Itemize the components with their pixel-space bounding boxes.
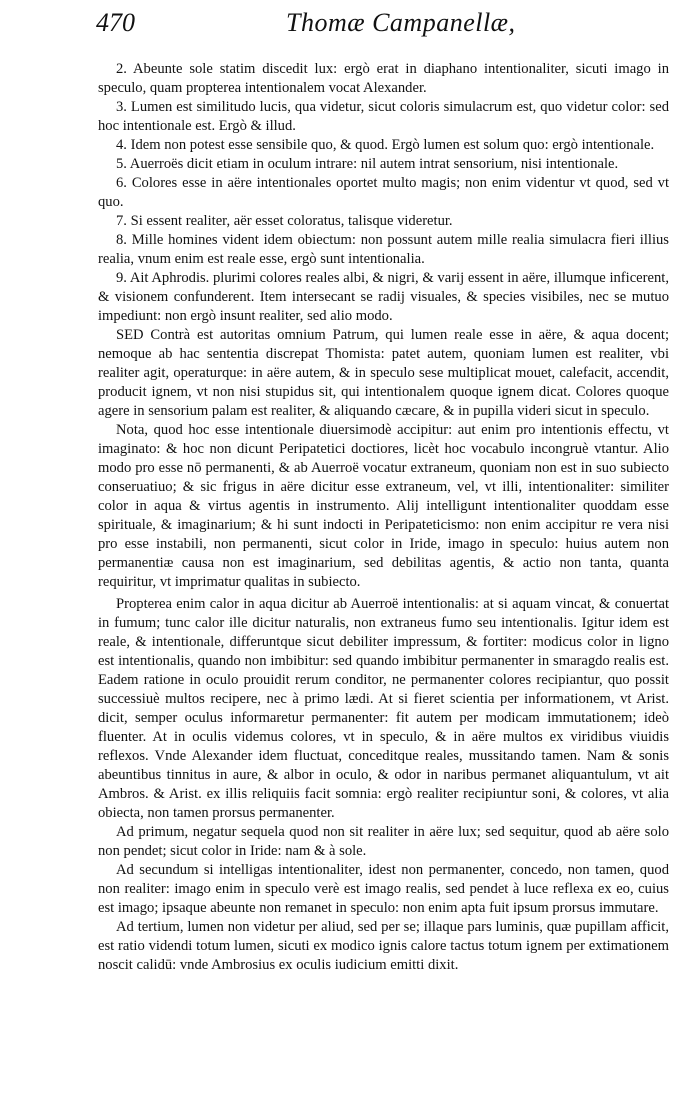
page-body	[98, 60, 669, 975]
paragraph-nota: Nota, quod hoc esse intentionale diuersimodè accipitur: aut enim pro intentionis effectu, vt imaginato: & hoc non dicunt Peripatetici doctiores, licèt hoc vocabulo incongruè vtantur. Alio modo pro esse nō permanenti, & ab Auerroë vocatur extraneum, quoniam non est in suo subiecto conseruatiuo; & sic frigus in aëre dicitur esse extraneum, vel, vt illi, intentionaliter: similiter color in aqua & virtus agentis in instrumento. Alij intelligunt intentionaliter quoddam esse spirituale, & imaginarium; & hi sunt indocti in Peripateticismo: non enim accipitur re vera nisi pro esse instabili, non permanenti, sicut color in Iride, imago in speculo: huius autem non permanentiæ causa non est imaginarium, sed debilitas agentis, & actio non tanta, quanta requiritur, vt imprimatur qualitas in subiecto.	[98, 422, 669, 590]
page-number: 470	[96, 8, 135, 37]
paragraph-3: 3. Lumen est similitudo lucis, qua videtur, sicut coloris simulacrum est, quo videtur color: sed hoc intentionale est. Ergò & illud.	[98, 99, 669, 134]
paragraph-propterea: Propterea enim calor in aqua dicitur ab Auerroë intentionalis: at si aquam vincat, & conuertat in fumum; tunc calor ille dicitur naturalis, non extraneus fumo seu intentionalis. Igitur idem est reale, & intentionale, differuntque sicut debiliter impressum, & fortiter: modicus color in ligno est intentionalis, quando non imbibitur: sed quando imbibitur permanenter in smaragdo realis est. Eadem ratione in oculo prouidit rerum conditor, ne permanenter colores recipiantur, quo possit successiuè multos recipere, nec à primo lædi. At si fieret scientia per informationem, vt Arist. dicit, semper oculus informaretur permanenter: fit autem per modicam immutationem; ideò fluenter. At in oculis videmus colores, vt in speculo, & in aëre multos ex viridibus viuidis reflexos. Vnde Alexander idem fluctuat, conceditque reales, mussitando tamen. Nam & sonis abeuntibus tinnitus in aure, & albor in oculo, & odor in naribus permanet aliquantulum, vt ait Ambros. & Arist. ex illis reliquiis facit somnia: ergò realiter recipiuntur soni, & colores, vt alia obiecta, non tamen prorsus permanenter.	[98, 596, 669, 821]
paragraph-8: 8. Mille homines vident idem obiectum: non possunt autem mille realia simulacra fieri illius realia, vnum enim est reale esse, ergò sunt intentionalia.	[98, 232, 669, 267]
paragraph-5: 5. Auerroës dicit etiam in oculum intrare: nil autem intrat sensorium, nisi intentionale.	[116, 156, 619, 172]
paragraph-6: 6. Colores esse in aëre intentionales oportet multo magis; non enim videntur vt quod, sed vt quo.	[98, 175, 669, 210]
running-title: Thomæ Campanellæ,	[286, 8, 516, 37]
running-head	[96, 8, 669, 48]
paragraph-ad-primum: Ad primum, negatur sequela quod non sit realiter in aëre lux; sed sequitur, quod ab aëre solo non pendet; sicut color in Iride: nam & à sole.	[98, 824, 669, 859]
paragraph-sed-contra: SED Contrà est autoritas omnium Patrum, qui lumen reale esse in aëre, & aqua docent; nemoque ab hac sententia discrepat Thomista: patet autem, quoniam lumen est realiter, vbi realiter agit, operaturque: in aëre autem, & in speculo sese multiplicat mouet, calefacit, accendit, producit ignem, vt non nisi stupidus sit, qui intentionalem quoque ignem dicat. Colores quoque agere in sensorium palam est realiter, & aliquando cæcare, & in pupilla videri sicut in speculo.	[98, 327, 669, 419]
paragraph-7: 7. Si essent realiter, aër esset coloratus, talisque videretur.	[116, 213, 453, 229]
paragraph-ad-secundum: Ad secundum si intelligas intentionaliter, idest non permanenter, concedo, non tamen, quod non realiter: imago enim in speculo verè est imago realis, sed pendet à luce reflexa ex eo, cuius est imago; ipsaque abeunte non remanet in speculo: non enim apta fuit ipsum prorsus immutare.	[98, 862, 669, 916]
paragraph-9: 9. Ait Aphrodis. plurimi colores reales albi, & nigri, & varij essent in aëre, illumque inficerent, & visionem confunderent. Item intersecant se radij visuales, & species visibiles, nec se mutuo impediunt: non ergò insunt realiter, sed alio modo.	[98, 270, 669, 324]
paragraph-4: 4. Idem non potest esse sensibile quo, & quod. Ergò lumen est solum quo: ergò intentionale.	[116, 137, 655, 153]
paragraph-2: 2. Abeunte sole statim discedit lux: ergò erat in diaphano intentionaliter, sicuti imago in speculo, quam propterea intentionalem vocat Alexander.	[98, 61, 669, 96]
paragraph-ad-tertium: Ad tertium, lumen non videtur per aliud, sed per se; illaque pars luminis, quæ pupillam afficit, est ratio videndi totum lumen, sicuti ex modico ignis calore tactus totum ignem per extimationem noscit calidū: vnde Ambrosius ex oculis iudicium emitti dixit.	[98, 919, 669, 973]
